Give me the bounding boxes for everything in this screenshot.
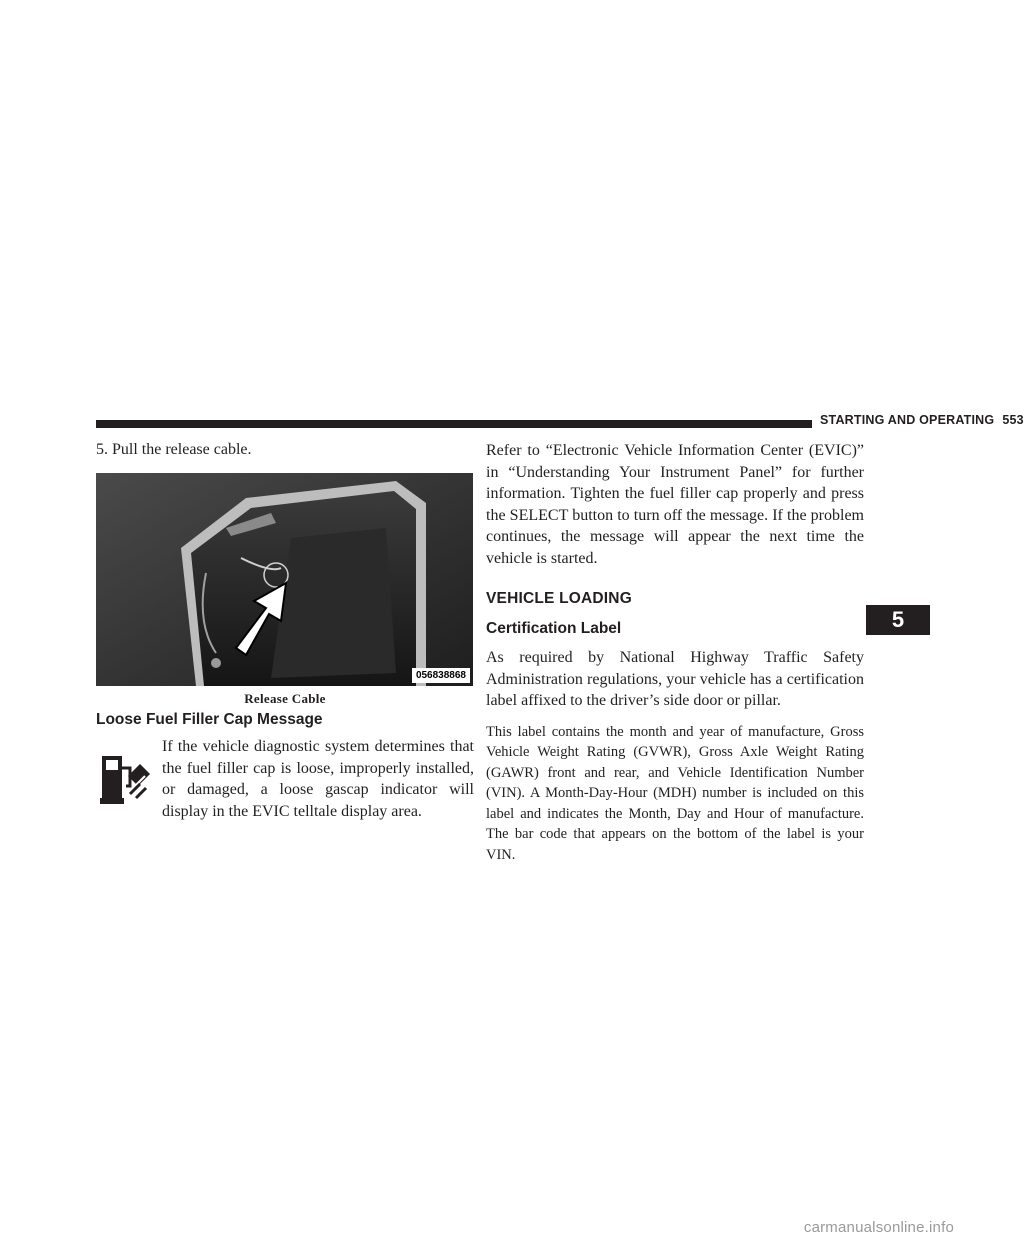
watermark: carmanualsonline.info xyxy=(803,1219,954,1236)
right-column xyxy=(486,440,864,865)
fuel-message-block xyxy=(96,736,474,822)
running-header xyxy=(820,413,1024,427)
photo-code: 056838868 xyxy=(412,668,470,683)
vehicle-loading-heading: VEHICLE LOADING xyxy=(486,590,632,607)
fuel-paragraph: If the vehicle diagnostic system determines that the fuel filler cap is loose, improperly installed, or damaged, a loose gascap indicator will display in the EVIC telltale display area. xyxy=(162,738,474,820)
photo-caption: Release Cable xyxy=(244,691,326,706)
page-number: 553 xyxy=(1002,413,1024,427)
header-section-title: STARTING AND OPERATING xyxy=(820,413,995,427)
fuel-heading: Loose Fuel Filler Cap Message xyxy=(96,711,323,728)
release-cable-illustration xyxy=(96,473,473,686)
left-column xyxy=(96,440,474,822)
label-paragraph: This label contains the month and year of manufacture, Gross Vehicle Weight Rating (GVWR), Gross Axle Weight Rating (GAWR) front and rear, and Vehicle Identification Number (VIN). A Month-Day-Hour (MDH) number is included on this label and indicates the Month, Day and Hour of manufacture. The bar code that appears on the bottom of the label is your VIN. xyxy=(486,723,864,863)
chapter-tab: 5 xyxy=(866,605,930,635)
certification-paragraph: As required by National Highway Traffic Safety Administration regulations, your vehicle has a certification label affixed to the driver’s side door or pillar. xyxy=(486,649,864,709)
evic-paragraph: Refer to “Electronic Vehicle Information Center (EVIC)” in “Understanding Your Instrument Panel” for further information. Tighten the fuel filler cap properly and press the SELECT button to turn off the message. If the problem continues, the message will appear the next time the vehicle is started. xyxy=(486,442,864,567)
header-rule xyxy=(96,420,812,428)
certification-heading: Certification Label xyxy=(486,620,622,637)
step-text: 5. Pull the release cable. xyxy=(96,441,252,458)
loose-fuel-cap-icon xyxy=(100,750,152,806)
release-cable-photo xyxy=(96,473,473,686)
